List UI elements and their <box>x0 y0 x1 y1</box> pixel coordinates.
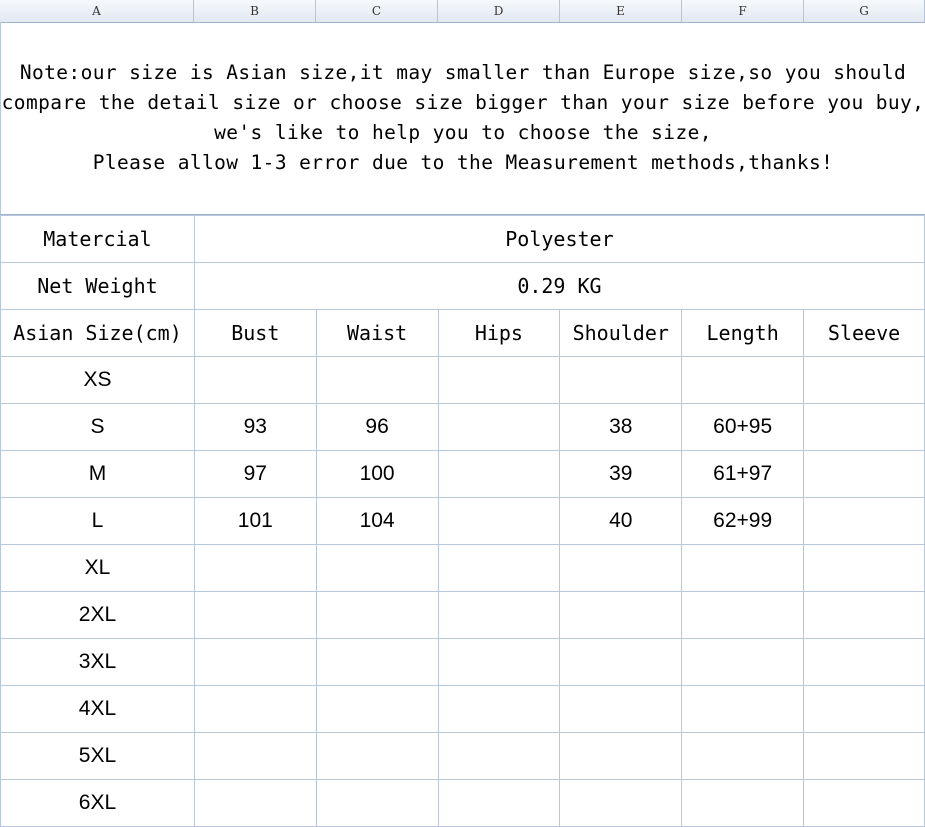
cell-length[interactable] <box>682 545 804 592</box>
column-header-a[interactable]: A <box>0 0 194 22</box>
header-sleeve[interactable]: Sleeve <box>804 310 925 357</box>
column-header-g[interactable]: G <box>804 0 925 22</box>
header-waist[interactable]: Waist <box>316 310 438 357</box>
header-length[interactable]: Length <box>682 310 804 357</box>
cell-sleeve[interactable] <box>804 639 925 686</box>
cell-length[interactable]: 62+99 <box>682 498 804 545</box>
cell-bust[interactable]: 97 <box>194 451 316 498</box>
table-row <box>1 451 925 498</box>
cell-shoulder[interactable] <box>560 686 682 733</box>
cell-bust[interactable] <box>194 639 316 686</box>
cell-length[interactable]: 61+97 <box>682 451 804 498</box>
table-row <box>1 639 925 686</box>
header-asian-size[interactable]: Asian Size(cm) <box>1 310 195 357</box>
header-shoulder[interactable]: Shoulder <box>560 310 682 357</box>
cell-shoulder[interactable] <box>560 592 682 639</box>
cell-size[interactable]: XS <box>1 357 195 404</box>
table-row <box>1 357 925 404</box>
cell-length[interactable] <box>682 733 804 780</box>
table-row <box>1 780 925 827</box>
net-weight-value[interactable]: 0.29 KG <box>194 263 924 310</box>
column-header-b[interactable]: B <box>194 0 316 22</box>
cell-shoulder[interactable] <box>560 357 682 404</box>
size-header-row <box>1 310 925 357</box>
table-row <box>1 404 925 451</box>
cell-sleeve[interactable] <box>804 733 925 780</box>
cell-waist[interactable]: 96 <box>316 404 438 451</box>
cell-waist[interactable] <box>316 780 438 827</box>
cell-shoulder[interactable]: 38 <box>560 404 682 451</box>
note-line: compare the detail size or choose size bigger than your size before you buy, <box>1 91 925 114</box>
cell-hips[interactable] <box>438 404 560 451</box>
cell-hips[interactable] <box>438 780 560 827</box>
material-row <box>1 216 925 263</box>
cell-bust[interactable]: 93 <box>194 404 316 451</box>
cell-waist[interactable] <box>316 545 438 592</box>
cell-size[interactable]: XL <box>1 545 195 592</box>
column-header-e[interactable]: E <box>560 0 682 22</box>
cell-size[interactable]: 5XL <box>1 733 195 780</box>
column-header-f[interactable]: F <box>682 0 804 22</box>
cell-hips[interactable] <box>438 733 560 780</box>
cell-bust[interactable] <box>194 780 316 827</box>
column-header-bar <box>0 0 925 23</box>
cell-sleeve[interactable] <box>804 545 925 592</box>
cell-sleeve[interactable] <box>804 404 925 451</box>
cell-sleeve[interactable] <box>804 780 925 827</box>
cell-hips[interactable] <box>438 451 560 498</box>
cell-waist[interactable] <box>316 733 438 780</box>
cell-bust[interactable] <box>194 545 316 592</box>
cell-hips[interactable] <box>438 545 560 592</box>
cell-size[interactable]: S <box>1 404 195 451</box>
cell-shoulder[interactable] <box>560 780 682 827</box>
cell-hips[interactable] <box>438 592 560 639</box>
cell-size[interactable]: L <box>1 498 195 545</box>
cell-bust[interactable] <box>194 357 316 404</box>
net-weight-row <box>1 263 925 310</box>
cell-bust[interactable] <box>194 686 316 733</box>
cell-size[interactable]: 6XL <box>1 780 195 827</box>
net-weight-label[interactable]: Net Weight <box>1 263 195 310</box>
cell-hips[interactable] <box>438 357 560 404</box>
cell-bust[interactable]: 101 <box>194 498 316 545</box>
cell-shoulder[interactable] <box>560 545 682 592</box>
cell-size[interactable]: 4XL <box>1 686 195 733</box>
material-value[interactable]: Polyester <box>194 216 924 263</box>
cell-shoulder[interactable]: 40 <box>560 498 682 545</box>
cell-waist[interactable] <box>316 686 438 733</box>
cell-length[interactable]: 60+95 <box>682 404 804 451</box>
table-row <box>1 545 925 592</box>
cell-sleeve[interactable] <box>804 451 925 498</box>
cell-size[interactable]: 3XL <box>1 639 195 686</box>
cell-shoulder[interactable]: 39 <box>560 451 682 498</box>
cell-hips[interactable] <box>438 498 560 545</box>
cell-bust[interactable] <box>194 592 316 639</box>
cell-sleeve[interactable] <box>804 686 925 733</box>
cell-waist[interactable] <box>316 639 438 686</box>
cell-length[interactable] <box>682 639 804 686</box>
cell-hips[interactable] <box>438 639 560 686</box>
cell-sleeve[interactable] <box>804 357 925 404</box>
column-header-d[interactable]: D <box>438 0 560 22</box>
table-row <box>1 733 925 780</box>
cell-sleeve[interactable] <box>804 592 925 639</box>
cell-size[interactable]: 2XL <box>1 592 195 639</box>
size-chart-table <box>0 215 925 827</box>
cell-waist[interactable] <box>316 357 438 404</box>
cell-length[interactable] <box>682 780 804 827</box>
cell-shoulder[interactable] <box>560 733 682 780</box>
cell-bust[interactable] <box>194 733 316 780</box>
cell-size[interactable]: M <box>1 451 195 498</box>
note-line: Note:our size is Asian size,it may smaller than Europe size,so you should <box>19 61 907 84</box>
column-header-c[interactable]: C <box>316 0 438 22</box>
cell-waist[interactable]: 104 <box>316 498 438 545</box>
header-bust[interactable]: Bust <box>194 310 316 357</box>
table-row <box>1 592 925 639</box>
cell-length[interactable] <box>682 357 804 404</box>
table-row <box>1 686 925 733</box>
cell-hips[interactable] <box>438 686 560 733</box>
table-row <box>1 498 925 545</box>
material-label[interactable]: Matercial <box>1 216 195 263</box>
cell-sleeve[interactable] <box>804 498 925 545</box>
cell-length[interactable] <box>682 686 804 733</box>
cell-shoulder[interactable] <box>560 639 682 686</box>
cell-length[interactable] <box>682 592 804 639</box>
cell-waist[interactable]: 100 <box>316 451 438 498</box>
cell-waist[interactable] <box>316 592 438 639</box>
size-note-cell[interactable] <box>0 22 925 215</box>
note-line: we's like to help you to choose the size, <box>214 121 712 144</box>
note-line: Please allow 1-3 error due to the Measurement methods,thanks! <box>92 151 834 174</box>
header-hips[interactable]: Hips <box>438 310 560 357</box>
